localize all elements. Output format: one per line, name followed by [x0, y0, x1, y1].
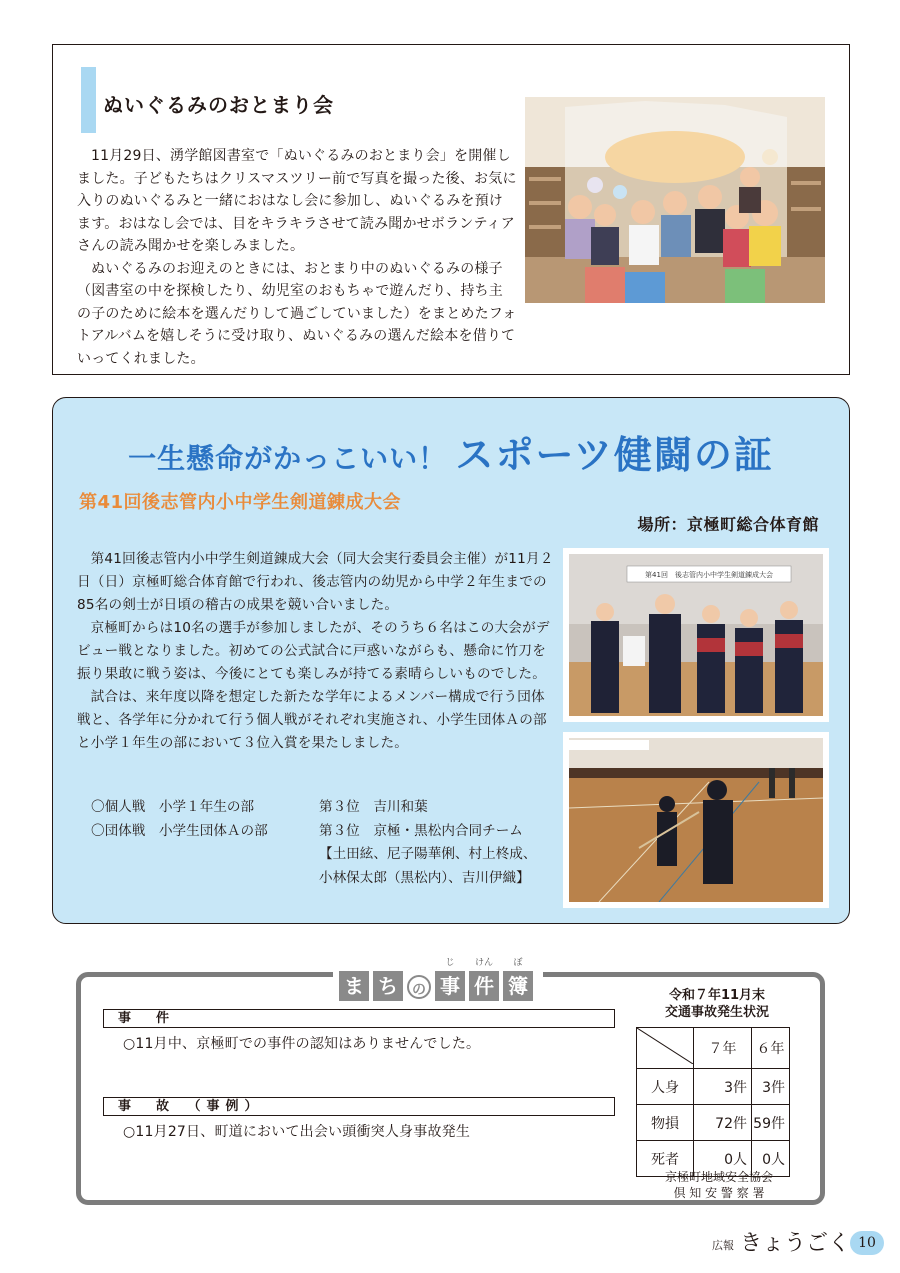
report-paragraph: 京極町からは10名の選手が参加しましたが、そのうち６名はこの大会がデビュー戦となりました。初めての公式試合に戸惑いながらも、懸命に竹刀を振り果敢に戦う姿は、今後にとても楽しみが持てる素晴らしいものでした。: [77, 620, 550, 682]
heading-char: 件: [469, 971, 499, 1001]
signature-association: 京極町地域安全協会: [664, 1170, 773, 1184]
result-placing: 第３位 吉川和葉: [319, 799, 428, 815]
stats-signature: [631, 1169, 807, 1201]
table-row: [637, 1105, 790, 1141]
plush-sleepover-article: [52, 44, 850, 375]
heading-char-ruby: [503, 958, 537, 1001]
accident-label: 事 故 （事例）: [103, 1097, 615, 1116]
table-corner-cell: [637, 1028, 694, 1069]
article-paragraph: ぬいぐるみのお迎えのときには、おとまり中のぬいぐるみの様子（図書室の中を探検したり、幼児室のおもちゃで遊んだり、持ち主の子のために絵本を選んだりして過ごしていました）をまとめたフォトアルバムを嬉しそうに受け取り、ぬいぐるみの選んだ絵本を借りていってくれました。: [77, 260, 517, 367]
heading-char: の: [407, 975, 431, 999]
results-list: [91, 796, 537, 890]
article-body: [77, 145, 517, 370]
table-cell: 59件: [752, 1105, 790, 1141]
ruby-text: ぼ: [513, 958, 523, 968]
heading-char: ち: [373, 971, 403, 1001]
kendo-match-photo: [563, 732, 829, 908]
table-row: [637, 1069, 790, 1105]
signature-police: 倶 知 安 警 察 署: [673, 1186, 765, 1200]
row-label: 死者: [637, 1141, 694, 1177]
ruby-text: けん: [474, 958, 493, 968]
table-cell: 72件: [694, 1105, 752, 1141]
panel-title: [53, 424, 849, 479]
library-group-photo: [525, 97, 825, 303]
heading-char: 簿: [503, 971, 533, 1001]
result-row: [91, 820, 537, 844]
panel-title-main: スポーツ健闘の証: [455, 433, 774, 477]
traffic-stats-heading: 交通事故発生状況: [664, 1005, 769, 1020]
venue-label: 場所：京極町総合体育館: [637, 515, 819, 534]
tournament-title: 第41回後志管内小中学生剣道錬成大会: [79, 492, 402, 513]
result-event: 〇団体戦 小学生団体Ａの部: [91, 822, 268, 839]
row-label: 人身: [637, 1069, 694, 1105]
table-cell: 3件: [694, 1069, 752, 1105]
newsletter-brand: [712, 1226, 850, 1257]
panel-title-lead: 一生懸命がかっこいい！: [128, 442, 448, 475]
incident-label: 事 件: [103, 1009, 615, 1028]
banner-text: 第41回 後志管内小中学生剣道錬成大会: [645, 571, 773, 579]
report-paragraph: 第41回後志管内小中学生剣道錬成大会（同大会実行委員会主催）が11月２日（日）京極町総合体育館で行われ、後志管内の幼児から中学２年生までの85名の剣士が日頃の稽古の成果を競い合いました。: [77, 551, 554, 613]
traffic-stats-period: 令和７年11月末: [668, 988, 766, 1003]
column-header: ６年: [752, 1028, 790, 1069]
heading-char-ruby: [435, 958, 469, 1001]
page-number: 10: [850, 1231, 884, 1255]
team-members-line: 【土田絃、尼子陽華俐、村上柊成、: [319, 846, 537, 862]
table-cell: 3件: [752, 1069, 790, 1105]
row-label: 物損: [637, 1105, 694, 1141]
kendo-team-photo: [563, 548, 829, 722]
incident-text: ○11月中、京極町での事件の認知はありませんでした。: [123, 1036, 481, 1052]
team-members-line: 小林保太郎（黒松内）、吉川伊織】: [319, 869, 530, 886]
brand-prefix: 広報: [712, 1239, 734, 1252]
report-paragraph: 試合は、来年度以降を想定した新たな学年によるメンバー構成で行う団体戦と、各学年に分かれて行う個人戦がそれぞれ実施され、小学生団体Ａの部と小学１年生の部において３位入賞を果たしました。: [77, 689, 547, 751]
heading-char-ruby: [469, 958, 503, 1001]
town-incident-log: [76, 958, 825, 1205]
heading-char: 事: [435, 971, 465, 1001]
column-header: ７年: [694, 1028, 752, 1069]
sports-achievements-panel: [52, 397, 850, 924]
result-event: 〇個人戦 小学１年生の部: [91, 799, 255, 815]
result-row: [91, 796, 537, 820]
traffic-stats-title: [645, 987, 789, 1021]
incident-log-heading: [333, 957, 543, 1001]
ruby-text: じ: [445, 958, 455, 968]
table-header-row: [637, 1028, 790, 1069]
diagonal-line-icon: [637, 1028, 693, 1064]
title-accent-bar: [81, 67, 96, 133]
tournament-report: [77, 548, 555, 755]
accident-text: ○11月27日、町道において出会い頭衝突人身事故発生: [123, 1124, 471, 1140]
traffic-stats-table: [636, 1027, 790, 1177]
result-placing: 第３位 京極・黒松内合同チーム: [319, 822, 523, 839]
table-cell: 0人: [694, 1141, 752, 1177]
heading-char: ま: [339, 971, 369, 1001]
table-cell: 0人: [752, 1141, 790, 1177]
article-paragraph: 11月29日、湧学館図書室で「ぬいぐるみのおとまり会」を開催しました。子どもたちはクリスマスツリー前で写真を撮った後、お気に入りのぬいぐるみと一緒におはなし会に参加し、ぬいぐるみを預けます。おはなし会では、目をキラキラさせて読み聞かせボランティアさんの読み聞かせを楽しみました。: [77, 148, 517, 254]
article-title: ぬいぐるみのおとまり会: [103, 93, 334, 117]
brand-name: きょうごく: [740, 1231, 851, 1256]
